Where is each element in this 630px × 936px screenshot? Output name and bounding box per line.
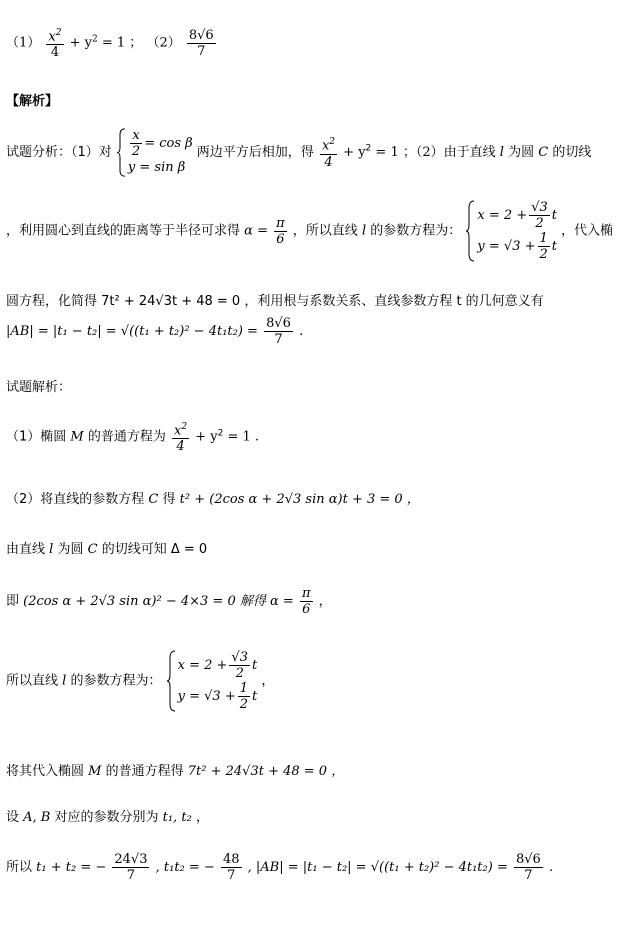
var-t: t <box>252 689 258 704</box>
brace-icon <box>465 200 475 262</box>
frac-num: π <box>276 215 285 231</box>
text: 由直线 <box>6 542 46 557</box>
text: 将其代入椭圆 <box>6 764 85 779</box>
text: 两边平方后相加，得 <box>196 145 314 160</box>
text: 所以 <box>6 860 33 875</box>
frac-den: 4 <box>50 45 60 61</box>
var-t: t <box>551 239 558 254</box>
fraction-x2-over-4 <box>172 420 189 454</box>
text: ， <box>195 810 209 825</box>
text: ， <box>261 673 275 689</box>
var-t: t <box>551 208 558 223</box>
analysis-line-1 <box>6 128 591 177</box>
sys-row1: = cos β <box>144 136 193 151</box>
frac-den: 7 <box>227 868 236 883</box>
text: ，所以直线 <box>292 223 358 239</box>
frac-den: 6 <box>302 602 311 617</box>
answer-part1-label: （1） <box>6 35 41 51</box>
analysis-line-4 <box>6 316 303 347</box>
equation: 7t² + 24√3t + 48 = 0 ， <box>187 764 345 779</box>
period: . <box>299 324 304 339</box>
frac-den: 2 <box>535 216 544 231</box>
sum-eq: t₁ + t₂ = − <box>36 860 107 875</box>
alpha-eq: α = <box>270 594 294 609</box>
answer-part2-label: （2） <box>146 35 181 51</box>
text: 的参数方程为： <box>70 673 162 689</box>
system-1 <box>116 128 193 177</box>
frac-num: √3 <box>531 200 548 215</box>
fraction-8sqrt6-7 <box>264 316 293 347</box>
alpha-eq: α = <box>244 223 268 239</box>
frac-num: √3 <box>231 650 248 665</box>
solution-line-7 <box>6 806 209 825</box>
text: 试题分析：（1）对 <box>6 145 112 160</box>
exp: 2 <box>329 137 336 148</box>
text: 得 <box>162 492 176 507</box>
frac-den: 7 <box>126 868 136 883</box>
frac-num: π <box>301 586 311 601</box>
ab-formula: , |AB| = |t₁ − t₂| = √((t₁ + t₂)² − 4t₁t₂) = <box>247 860 508 875</box>
var-C: C <box>87 542 98 557</box>
var-M: M <box>88 764 102 779</box>
frac-num: 8√6 <box>515 852 541 867</box>
frac-den: 2 <box>539 247 548 262</box>
period: . <box>548 860 554 875</box>
system-2 <box>465 200 557 262</box>
equation: (2cos α + 2√3 sin α)² − 4×3 = 0 解得 <box>23 594 266 609</box>
frac-den: 2 <box>131 144 141 159</box>
text: 对应的参数分别为 <box>54 810 159 825</box>
frac-num: 48 <box>222 852 240 867</box>
text: 为圆 <box>57 542 84 557</box>
text: = 1 . <box>223 429 260 445</box>
sys-row1: x = 2 + <box>177 658 228 673</box>
analysis-line-2 <box>6 200 613 262</box>
frac-den: 4 <box>324 154 333 170</box>
text: ，利用圆心到直线的距离等于半径可求得 <box>6 223 241 239</box>
exp: 2 <box>92 34 98 45</box>
exp: 2 <box>55 28 62 38</box>
var-l: l <box>361 223 367 239</box>
fraction-48-7 <box>221 852 242 883</box>
solution-line-6 <box>6 760 344 779</box>
text: 所以直线 <box>6 673 59 689</box>
ab-formula: |AB| = |t₁ − t₂| = √((t₁ + t₂)² − 4t₁t₂) = <box>6 324 258 339</box>
text: + y <box>343 145 366 160</box>
frac-num: 1 <box>539 231 548 246</box>
text: ， <box>318 594 332 609</box>
text: 为圆 <box>508 145 535 160</box>
sys-row2: y = √3 + <box>477 239 536 254</box>
var-AB: A, B <box>23 810 51 825</box>
var-M: M <box>70 429 84 445</box>
equation: t² + (2cos α + 2√3 sin α)t + 3 = 0 ， <box>179 492 420 507</box>
frac-den: 6 <box>276 231 285 247</box>
exp: 2 <box>181 422 188 432</box>
text: 的切线可知 Δ = 0 <box>101 542 208 557</box>
eq-rest: + y <box>69 35 93 51</box>
sys-row2: y = sin β <box>127 160 186 175</box>
text: + y <box>195 429 218 445</box>
text: （1）椭圆 <box>6 429 67 445</box>
text: （2）将直线的参数方程 <box>6 492 145 507</box>
var-l: l <box>49 542 54 557</box>
fraction-pi-6 <box>300 586 313 617</box>
eq-tail: = 1 ； <box>97 35 143 51</box>
solution-line-5 <box>6 650 274 712</box>
analysis-line-3: 圆方程，化简得 7t² + 24√3t + 48 = 0 ，利用根与系数关系、直线参数方程 t 的几何意义有 <box>6 294 544 309</box>
fraction-x2-over-4 <box>46 26 63 60</box>
var-l: l <box>62 673 67 689</box>
exp: 2 <box>365 143 372 154</box>
exp: 2 <box>217 428 224 439</box>
frac-num: 8√6 <box>266 316 291 331</box>
solution-line-3 <box>6 538 207 557</box>
frac-num: x <box>48 29 56 45</box>
frac-den: 7 <box>524 868 533 883</box>
var-l: l <box>499 145 504 160</box>
solution-line-1 <box>6 420 259 454</box>
solution-line-4 <box>6 586 332 617</box>
fraction-pi-6 <box>274 216 287 247</box>
frac-num: x <box>174 423 182 439</box>
frac-num: x <box>130 128 142 144</box>
text: 的普通方程为 <box>87 429 166 445</box>
solution-line-8 <box>6 852 553 883</box>
frac-num: x <box>321 138 330 154</box>
frac-den: 2 <box>235 666 244 681</box>
system-3 <box>166 650 258 712</box>
fraction-24sqrt3-7 <box>112 852 149 883</box>
frac-den: 4 <box>176 439 185 455</box>
brace-icon <box>166 650 176 712</box>
solution-label: 试题解析： <box>6 380 72 395</box>
answer-line <box>6 26 218 60</box>
fraction-8sqrt6-7 <box>514 852 543 883</box>
solution-line-2 <box>6 488 420 507</box>
text: = 1 ；（2）由于直线 <box>371 145 496 160</box>
brace-icon <box>116 128 126 177</box>
section-heading: 【解析】 <box>6 94 59 109</box>
text: 的切线 <box>552 145 592 160</box>
text: 的普通方程得 <box>105 764 184 779</box>
frac-den: 7 <box>197 43 206 59</box>
frac-num: 1 <box>239 681 248 696</box>
fraction-answer2 <box>187 28 216 59</box>
var-t1t2: t₁, t₂ <box>162 810 192 825</box>
frac-num: 8√6 <box>188 27 214 43</box>
text: 的参数方程为： <box>370 223 462 239</box>
sys-row2: y = √3 + <box>177 689 236 704</box>
fraction-x2-over-4 <box>320 135 337 169</box>
frac-num: 24√3 <box>114 852 148 867</box>
text: 即 <box>6 594 20 609</box>
var-C: C <box>148 492 159 507</box>
text: 设 <box>6 810 20 825</box>
frac-den: 2 <box>239 697 248 712</box>
prod-eq: , t₁t₂ = − <box>155 860 215 875</box>
text: ，代入椭 <box>561 223 614 239</box>
sys-row1: x = 2 + <box>477 208 528 223</box>
frac-den: 7 <box>274 332 283 347</box>
var-t: t <box>251 658 258 673</box>
var-C: C <box>538 145 549 160</box>
